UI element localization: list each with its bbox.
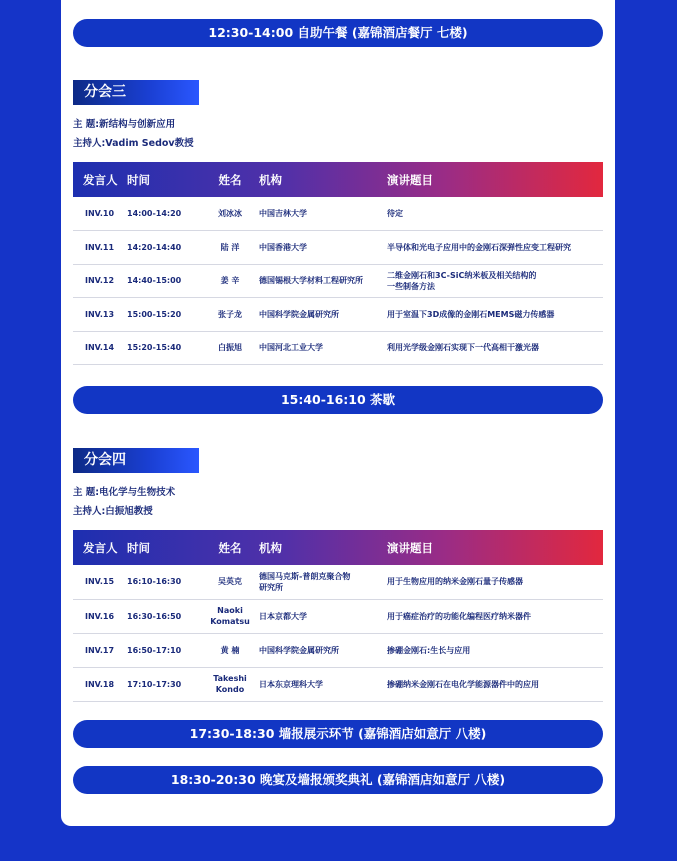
speaker-name: 张子龙 bbox=[201, 298, 259, 332]
table-header bbox=[73, 530, 603, 565]
institution: 中国吉林大学 bbox=[259, 197, 387, 231]
talk-time: 16:50-17:10 bbox=[127, 633, 201, 667]
table-row bbox=[73, 633, 603, 667]
speaker-name: 刘冰冰 bbox=[201, 197, 259, 231]
institution: 中国科学院金属研究所 bbox=[259, 633, 387, 667]
table-row bbox=[73, 264, 603, 298]
session3-theme: 主 题:新结构与创新应用 bbox=[73, 119, 176, 130]
table-row bbox=[73, 599, 603, 633]
table-row bbox=[73, 667, 603, 701]
talk-topic: 二维金刚石和3C-SiC纳米板及相关结构的 一些制备方法 bbox=[387, 264, 603, 298]
talk-topic: 掺硼金刚石:生长与应用 bbox=[387, 633, 603, 667]
banquet-banner: 18:30-20:30 晚宴及墙报颁奖典礼 (嘉锦酒店如意厅 八楼) bbox=[73, 766, 603, 794]
talk-topic: 用于生物应用的纳米金刚石量子传感器 bbox=[387, 565, 603, 599]
institution: 中国香港大学 bbox=[259, 231, 387, 265]
institution: 德国马克斯-普朗克聚合物 研究所 bbox=[259, 565, 387, 599]
session3-title: 分会三 bbox=[73, 80, 199, 105]
col-name: 姓名 bbox=[218, 172, 242, 187]
col-speaker: 发言人 bbox=[83, 172, 118, 187]
table-row bbox=[73, 197, 603, 231]
talk-time: 14:00-14:20 bbox=[127, 197, 201, 231]
col-name: 姓名 bbox=[218, 540, 242, 555]
speaker-id: INV.11 bbox=[73, 231, 127, 265]
institution: 德国锡根大学材料工程研究所 bbox=[259, 264, 387, 298]
lunch-break-banner: 12:30-14:00 自助午餐 (嘉锦酒店餐厅 七楼) bbox=[73, 19, 603, 47]
speaker-name: Naoki Komatsu bbox=[201, 599, 259, 633]
session4-theme: 主 题:电化学与生物技术 bbox=[73, 487, 176, 498]
talk-time: 14:40-15:00 bbox=[127, 264, 201, 298]
talk-time: 16:30-16:50 bbox=[127, 599, 201, 633]
speaker-id: INV.12 bbox=[73, 264, 127, 298]
session4-table bbox=[73, 530, 603, 702]
institution: 中国科学院金属研究所 bbox=[259, 298, 387, 332]
talk-topic: 用于癌症治疗的功能化编程医疗纳米器件 bbox=[387, 599, 603, 633]
talk-topic: 掺硼纳米金刚石在电化学能源器件中的应用 bbox=[387, 667, 603, 701]
poster-session-banner: 17:30-18:30 墙报展示环节 (嘉锦酒店如意厅 八楼) bbox=[73, 720, 603, 748]
col-time: 时间 bbox=[127, 540, 150, 555]
speaker-id: INV.18 bbox=[73, 667, 127, 701]
speaker-name: 吴英克 bbox=[201, 565, 259, 599]
talk-topic: 半导体和光电子应用中的金刚石深弹性应变工程研究 bbox=[387, 231, 603, 265]
institution: 中国河北工业大学 bbox=[259, 331, 387, 365]
talk-time: 14:20-14:40 bbox=[127, 231, 201, 265]
col-time: 时间 bbox=[127, 172, 150, 187]
col-speaker: 发言人 bbox=[83, 540, 118, 555]
speaker-name: 白振旭 bbox=[201, 331, 259, 365]
speaker-name: 陆 洋 bbox=[201, 231, 259, 265]
talk-topic: 待定 bbox=[387, 197, 603, 231]
tea-break-banner: 15:40-16:10 茶歇 bbox=[73, 386, 603, 414]
talk-time: 16:10-16:30 bbox=[127, 565, 201, 599]
session3-table bbox=[73, 162, 603, 365]
session3-host: 主持人:Vadim Sedov教授 bbox=[73, 138, 194, 149]
talk-time: 15:00-15:20 bbox=[127, 298, 201, 332]
talk-time: 17:10-17:30 bbox=[127, 667, 201, 701]
col-institution: 机构 bbox=[259, 540, 282, 555]
institution: 日本京都大学 bbox=[259, 599, 387, 633]
session4-title: 分会四 bbox=[73, 448, 199, 473]
institution: 日本东京理科大学 bbox=[259, 667, 387, 701]
speaker-id: INV.14 bbox=[73, 331, 127, 365]
speaker-name: Takeshi Kondo bbox=[201, 667, 259, 701]
col-institution: 机构 bbox=[259, 172, 282, 187]
speaker-name: 姜 辛 bbox=[201, 264, 259, 298]
speaker-id: INV.10 bbox=[73, 197, 127, 231]
speaker-id: INV.16 bbox=[73, 599, 127, 633]
table-row bbox=[73, 231, 603, 265]
speaker-id: INV.13 bbox=[73, 298, 127, 332]
table-header bbox=[73, 162, 603, 197]
talk-topic: 利用光学级金刚石实现下一代高相干激光器 bbox=[387, 331, 603, 365]
talk-topic: 用于室温下3D成像的金刚石MEMS磁力传感器 bbox=[387, 298, 603, 332]
table-row bbox=[73, 565, 603, 599]
session4-host: 主持人:白振旭教授 bbox=[73, 506, 153, 517]
table-row bbox=[73, 331, 603, 365]
speaker-id: INV.17 bbox=[73, 633, 127, 667]
col-topic: 演讲题目 bbox=[387, 172, 433, 187]
table-row bbox=[73, 298, 603, 332]
col-topic: 演讲题目 bbox=[387, 540, 433, 555]
speaker-name: 黄 楠 bbox=[201, 633, 259, 667]
speaker-id: INV.15 bbox=[73, 565, 127, 599]
talk-time: 15:20-15:40 bbox=[127, 331, 201, 365]
